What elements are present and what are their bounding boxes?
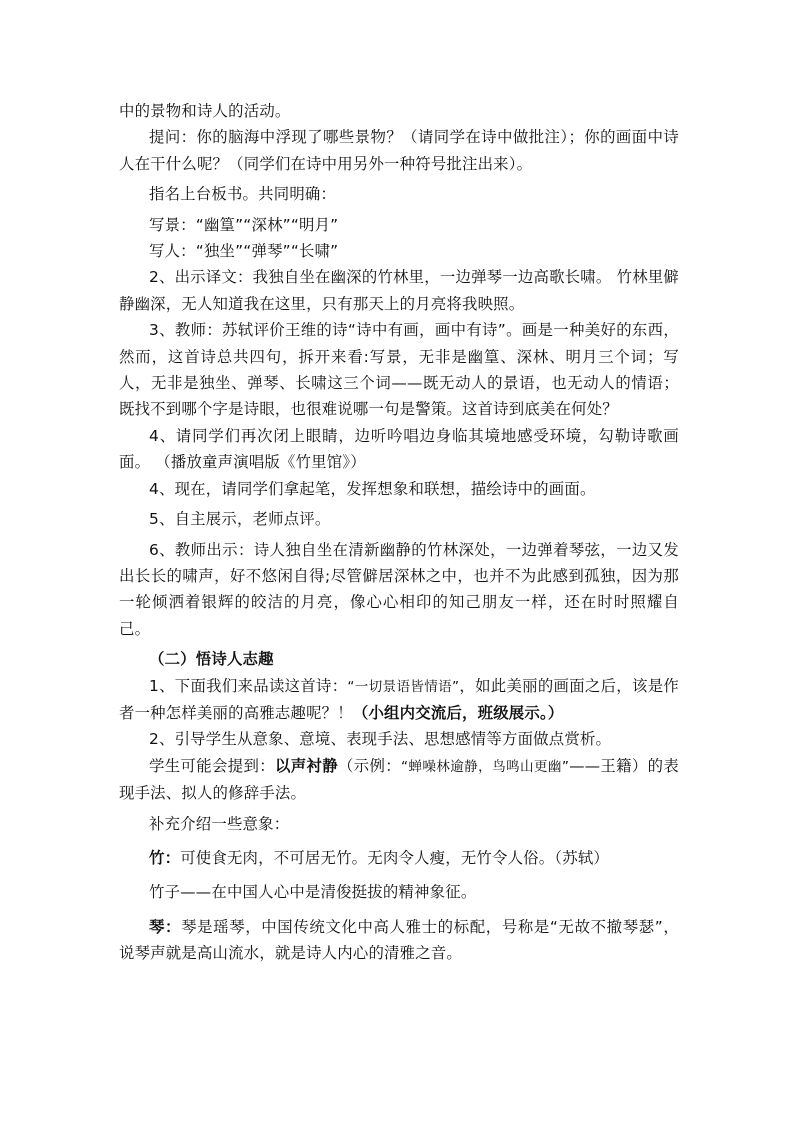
- text-run: 琴是瑶琴，中国传统文化中高人雅士的标配，号称是“无故不撤琴瑟”，说琴声就是高山流水，就是诗人内心的清雅之音。: [119, 917, 679, 963]
- paragraph: 4、现在，请同学们拿起笔，发挥想象和联想，描绘诗中的画面。: [149, 479, 596, 498]
- paragraph: 竹子——在中国人心中是清俊挺拔的精神象征。: [149, 883, 477, 902]
- document-body: [119, 98, 679, 967]
- section-heading: （二）悟诗人志趣: [149, 650, 274, 669]
- paragraph: 指名上台板书。共同明确：: [149, 185, 337, 204]
- paragraph: 补充介绍一些意象：: [149, 814, 290, 833]
- paragraph: 2、引导学生从意象、意境、表现手法、思想感情等方面做点赏析。: [149, 730, 612, 749]
- quote: “一切景语皆情语”: [347, 678, 460, 695]
- quote: “蝉噪林逾静，鸟鸣山更幽”: [400, 758, 570, 775]
- text-run: ——王籍）的表现手法、拟人的修辞手法。: [119, 756, 679, 803]
- text-run: （示例：: [337, 756, 401, 775]
- bold-term: 竹：: [149, 848, 181, 867]
- bold-term: 以声衬静: [274, 756, 338, 775]
- paragraph: 写人：“独坐”“弹琴”“长啸”: [149, 242, 339, 261]
- bold-note: （小组内交流后，班级展示。）: [352, 703, 564, 722]
- paragraph: [119, 673, 679, 727]
- paragraph: 5、自主展示，老师点评。: [149, 510, 331, 529]
- text-run: 学生可能会提到：: [149, 756, 275, 775]
- paragraph: 提问：你的脑海中浮现了哪些景物？（请同学在诗中做批注）；你的画面中诗人在干什么呢？（同学们在诗中用另外一种符号批注出来）。: [119, 128, 679, 173]
- paragraph: [119, 914, 679, 967]
- paragraph: 6、教师出示：诗人独自坐在清新幽静的竹林深处，一边弹着琴弦，一边又发出长长的啸声，好不悠闲自得;尽管僻居深林之中，也并不为此感到孤独，因为那一轮倾洒着银辉的皎洁的月亮，像心心相印的知己朋友一样，还在时时照耀自己。: [119, 540, 679, 638]
- bold-term: 琴：: [149, 917, 182, 936]
- paragraph: [119, 845, 679, 871]
- paragraph: 写景：“幽篁”“深林”“明月”: [149, 215, 339, 234]
- text-run: 可使食无肉，不可居无竹。无肉令人瘦，无竹令人俗。（苏轼）: [180, 848, 610, 867]
- paragraph: 中的景物和诗人的活动。: [119, 102, 291, 120]
- paragraph: 4、请同学们再次闭上眼睛，边听吟唱边身临其境地感受环境，勾勒诗歌画面。 （播放童声演唱版《竹里馆》）: [119, 426, 679, 472]
- paragraph: 2、出示译文：我独自坐在幽深的竹林里，一边弹琴一边高歌长啸。 竹林里僻静幽深，无人知道我在这里，只有那天上的月亮将我映照。: [119, 268, 679, 313]
- text-run: ，如此美丽的画面之后，该是作者一种怎样美丽的高雅志趣呢？！: [119, 676, 679, 722]
- text-run: 1、下面我们来品读这首诗：: [149, 676, 348, 695]
- paragraph: [119, 753, 679, 807]
- paragraph: 3、教师：苏轼评价王维的诗“诗中有画，画中有诗”。画是一种美好的东西，然而，这首诗总共四句，拆开来看:写景，无非是幽篁、深林、明月三个词；写人，无非是独坐、弹琴、长啸这三个词——既无动人的景语，也无动人的情语；既找不到哪个字是诗眼，也很难说哪一句是警策。这首诗到底美在何处？: [119, 321, 679, 419]
